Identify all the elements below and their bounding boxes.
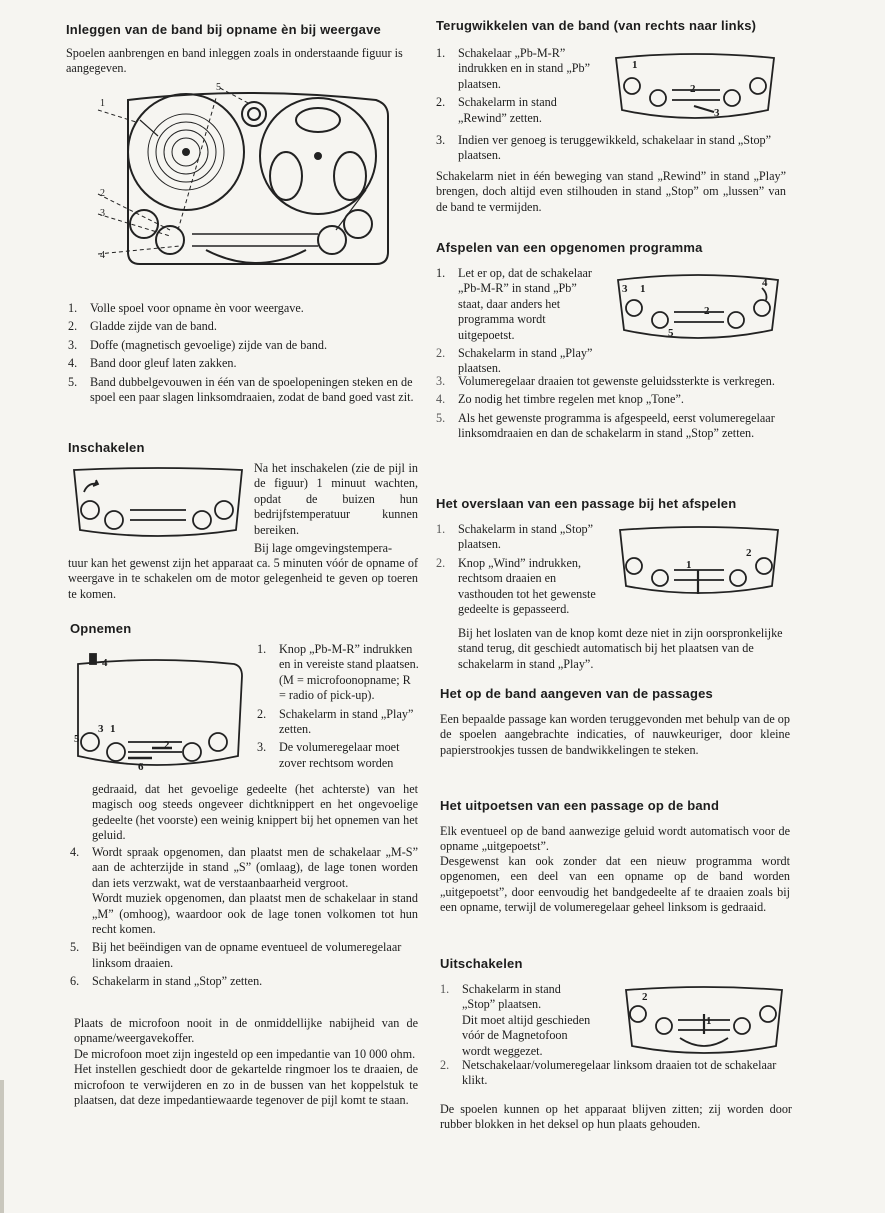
figure-rewind <box>610 48 780 128</box>
list-item: 5. Bij het beëindigen van de opname eventueel de volumeregelaar linksom draaien. <box>70 940 402 970</box>
list-item: 1. Let er op, dat de schakelaar „Pb-M-R” in stand „Pb” staat, daar anders het programma wordt uitgepoetst. <box>436 266 592 342</box>
list-item: 3. De volumeregelaar moet zover rechtsom worden <box>257 740 400 770</box>
list-item: 2. Knop „Wind” indrukken, rechtsom draaien en vasthouden tot het gewenste gedeelte is gepasseerd. <box>436 555 596 617</box>
figure-record <box>68 648 246 776</box>
fig1-label-4: 4 <box>100 250 105 261</box>
list-record-bottom <box>70 845 418 993</box>
fig1-label-3: 3 <box>100 208 105 219</box>
record-note-1: Plaats de microfoon nooit in de onmiddellijke nabijheid van de opname/weergavekoffer. <box>74 1016 418 1046</box>
fig1-label-2: 2 <box>100 188 105 199</box>
list-item: 4. Wordt spraak opgenomen, dan plaatst men de schakelaar „M-S” aan de achterzijde in stand „S” (omlaag), de lage tonen worden dan iets verzwakt, wat de verstaanbaarheid vergroot. Wordt muziek opgenomen, dan plaatst men de schakelaar in stand „M” (omhoog), waardoor ook de lage tonen volkomen tot hun recht komen. <box>70 845 418 937</box>
heading-rewind: Terugwikkelen van de band (van rechts naar links) <box>436 18 757 33</box>
record-note-2: De microfoon moet zijn ingesteld op een impedantie van 10 000 ohm. <box>74 1046 416 1061</box>
figure-tape-deck <box>96 80 396 278</box>
heading-playback: Afspelen van een opgenomen programma <box>436 240 703 255</box>
fig-play-label-1: 1 <box>640 283 646 295</box>
list-item: 2. Netschakelaar/volumeregelaar linksom draaien tot de schakelaar klikt. <box>440 1058 777 1088</box>
heading-mark-passages: Het op de band aangeven van de passages <box>440 686 713 701</box>
list-item: 1. Schakelarm in stand „Stop” plaatsen. <box>436 522 594 552</box>
fig-record-label-3: 3 <box>98 723 104 735</box>
fig-skip-label-2: 2 <box>746 547 752 559</box>
list-item: 3. Doffe (magnetisch gevoelige) zijde van de band. <box>68 337 328 352</box>
heading-tape-loading: Inleggen van de band bij opname èn bij weergave <box>66 22 381 37</box>
skip-item2-cont: Bij het loslaten van de knop komt deze niet in zijn oorspronkelijke stand terug, dit geschiedt automatisch bij het plaatsen van de schakelarm in stand „Play”. <box>458 626 783 671</box>
fig1-label-5: 5 <box>216 82 221 93</box>
figure-skip <box>614 522 784 602</box>
heading-switch-on: Inschakelen <box>68 440 145 455</box>
heading-record: Opnemen <box>70 621 132 636</box>
switch-on-text-1: Na het inschakelen (zie de pijl in de figuur) 1 minuut wachten, opdat de buizen hun bedrijfstemperatuur kunnen bereiken. <box>254 461 418 537</box>
fig-record-label-6: 6 <box>138 761 144 773</box>
list-tape-loading <box>68 301 414 408</box>
fig-play-label-4: 4 <box>762 277 768 289</box>
fig-play-label-2: 2 <box>704 305 710 317</box>
list-item: 5. Als het gewenste programma is afgespeeld, eerst volumeregelaar linksomdraaien en dan de schakelarm in stand „Stop” zetten. <box>436 410 775 441</box>
figure-switch-on <box>70 466 246 544</box>
fig-record-label-1: 1 <box>110 723 116 735</box>
fig1-label-1: 1 <box>100 98 105 109</box>
list-item: 1. Volle spoel voor opname èn voor weergave. <box>68 301 304 315</box>
fig-record-label-2: 2 <box>164 739 170 751</box>
mark-passages-paragraph: Een bepaalde passage kan worden teruggevonden met behulp van de op de spoelen aangebrachte indicaties, of nauwkeuriger, door kleine papierstrookjes tussen de bandwikkelingen te steken. <box>440 712 790 757</box>
fig-skip-label-1: 1 <box>686 559 692 571</box>
list-item: 4. Zo nodig het timbre regelen met knop „Tone”. <box>436 392 684 407</box>
switch-on-text-2b: tuur kan het gewenst zijn het apparaat ca. 5 minuten vóór de opname of weergave in te schakelen om de motor gelegenheid te geven op toeren te komen. <box>68 556 418 601</box>
record-note-3: Het instellen geschiedt door de gekartelde ringmoer los te draaien, de microfoon te verwijderen en zo in de bussen van het koppelstuk te plaatsen, dat deze impedantiewaarde tegenover de pijl komt te staan. <box>74 1062 418 1108</box>
erase-paragraph-1: Elk eventueel op de band aanwezige geluid wordt automatisch voor de opname „uitgepoetst”. <box>440 824 790 854</box>
fig-off-label-1: 1 <box>706 1015 712 1027</box>
rewind-paragraph: Schakelarm niet in één beweging van stand „Rewind” in stand „Play” brengen, doch altijd even stilhouden in stand „Stop” om „lussen” van de band te vermijden. <box>436 169 786 214</box>
list-item: 2. Schakelarm in stand „Play” plaatsen. <box>436 346 593 376</box>
list-item: 2. Gladde zijde van de band. <box>68 319 217 334</box>
fig-rewind-label-2: 2 <box>690 83 696 95</box>
heading-skip: Het overslaan van een passage bij het afspelen <box>436 496 737 511</box>
list-item: 6. Schakelarm in stand „Stop” zetten. <box>70 974 263 989</box>
erase-paragraph-2: Desgewenst kan ook zonder dat een nieuw programma wordt opgenomen, een deel van een opname op de band worden „uitgepoetst”, door eenvoudig het bandgedeelte af te draaien zoals bij een opname, terwijl de volumeregelaar geheel linksom is gedraaid. <box>440 854 790 915</box>
list-item: 4. Band door gleuf laten zakken. <box>68 356 237 371</box>
list-record-top <box>257 642 419 774</box>
list-item: 2. Schakelarm in stand „Play” zetten. <box>257 706 414 737</box>
list-item: 3. Indien ver genoeg is teruggewikkeld, schakelaar in stand „Stop” plaatsen. <box>436 133 772 163</box>
record-item3-cont: gedraaid, dat het gevoelige gedeelte (het achterste) van het magisch oog steeds ongeveer dichtknippert en het ongevoelige gedeelte (het voorste) een weinig knippert bij het opnemen van het geluid. <box>92 782 418 843</box>
intro-tape-loading: Spoelen aanbrengen en band inleggen zoals in onderstaande figuur is aangegeven. <box>66 46 403 76</box>
fig-rewind-label-1: 1 <box>632 59 638 71</box>
list-item: 1. Schakelarm in stand „Stop” plaatsen. Dit moet altijd geschieden vóór de Magnetofoon wordt weggezet. <box>440 982 591 1058</box>
list-skip <box>436 522 596 620</box>
figure-playback <box>612 268 784 348</box>
list-playback <box>436 266 596 380</box>
list-item: 1. Schakelaar „Pb-M-R” indrukken en in stand „Pb” plaatsen. <box>436 46 591 91</box>
record-notes <box>74 1016 418 1108</box>
fig-rewind-label-3: 3 <box>714 107 720 119</box>
list-playback-cont <box>436 374 788 445</box>
fig-record-label-4: 4 <box>102 657 108 669</box>
figure-switch-off <box>620 984 788 1064</box>
list-item: 2. Schakelarm in stand „Rewind” zetten. <box>436 95 557 125</box>
switch-on-text-2a: Bij lage omgevingstempera- <box>254 541 393 555</box>
fig-off-label-2: 2 <box>642 991 648 1003</box>
list-item: 1. Knop „Pb-M-R” indrukken en in vereiste stand plaatsen. (M = microfoonopname; R = radio of pick-up). <box>257 642 419 703</box>
switch-off-paragraph: De spoelen kunnen op het apparaat blijven zitten; zij worden door rubber blokken in het deksel op hun plaats gehouden. <box>440 1102 792 1132</box>
fig-record-label-5: 5 <box>74 733 80 745</box>
heading-erase: Het uitpoetsen van een passage op de band <box>440 798 720 813</box>
list-rewind <box>436 46 596 129</box>
list-switch-off <box>440 982 596 1062</box>
fig-play-label-5: 5 <box>668 327 674 339</box>
page-edge-shadow <box>0 1080 4 1213</box>
fig-play-label-3: 3 <box>622 283 628 295</box>
list-item: 3. Volumeregelaar draaien tot gewenste geluidssterkte is verkregen. <box>436 374 775 388</box>
list-item: 5. Band dubbelgevouwen in één van de spoelopeningen steken en de spoel een paar slagen linksomdraaien, zodat de band goed vast zit. <box>68 374 414 405</box>
list-rewind-3 <box>436 133 776 167</box>
heading-switch-off: Uitschakelen <box>440 956 523 971</box>
